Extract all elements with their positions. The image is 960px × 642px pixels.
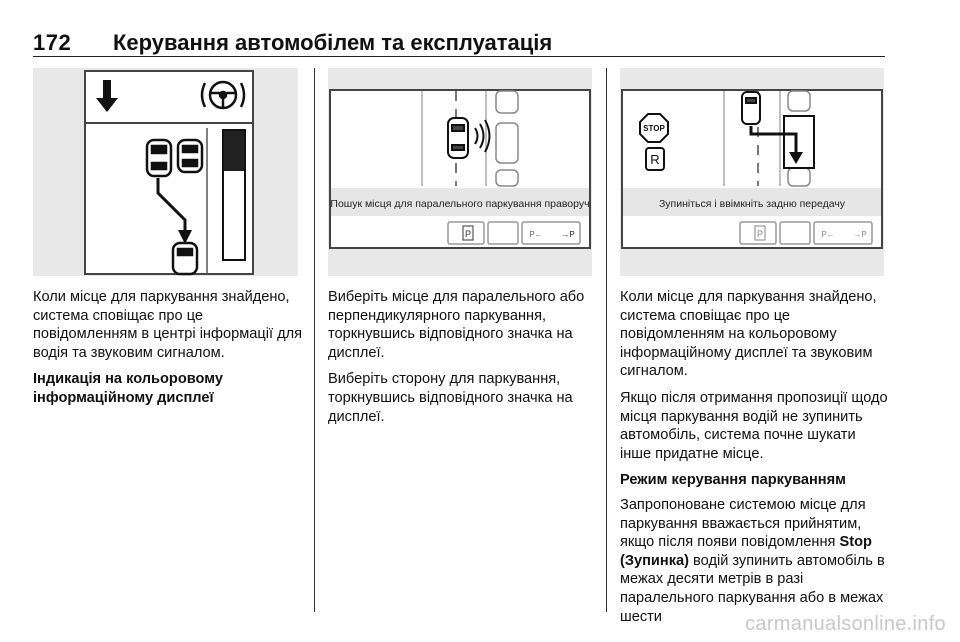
paragraph	[620, 496, 890, 626]
gear-letter: R	[650, 152, 660, 167]
right-side-icon-label: →P	[853, 230, 867, 239]
text-column-2	[328, 288, 596, 434]
target-space	[784, 116, 814, 168]
paragraph: Виберіть місце для паралельного або перпендикулярного паркування, торкнувшись відповідного значка на дисплеї.	[328, 289, 585, 361]
stop-sign-icon	[640, 114, 668, 142]
column-divider-2	[606, 68, 607, 612]
column-divider-1	[314, 68, 315, 612]
own-car-icon	[448, 118, 468, 158]
reverse-gear-icon	[646, 148, 664, 170]
section-heading: Режим керування паркуванням	[620, 472, 846, 489]
left-side-icon-label: P←	[821, 230, 835, 239]
paragraph: Якщо після отримання пропозиції щодо місця паркування водій не зупинить автомобіль, система почне шукати інше придатне місце.	[620, 389, 888, 462]
stop-message-label: Stop (Зупинка)	[620, 534, 872, 569]
figure-color-display-search	[328, 68, 592, 276]
text-column-1	[33, 288, 303, 414]
display-message: Пошук місця для паралельного паркування праворуч	[330, 198, 590, 210]
stop-sign-text: STOP	[643, 124, 665, 133]
section-heading: Індикація на кольоровому інформаційному дисплеї	[33, 371, 223, 406]
right-side-icon-label: →P	[561, 230, 575, 239]
page-title: Керування автомобілем та експлуатація	[113, 30, 553, 55]
perpendicular-icon-label: P	[464, 229, 472, 239]
distance-bar	[223, 130, 245, 260]
paragraph-text: водій зупинить автомобіль в межах десяти метрів в разі паралельного паркування або в межах шести	[620, 552, 885, 625]
paragraph: Виберіть сторону для паркування, торкнувшись відповідного значка на дисплеї.	[328, 371, 573, 425]
figure-color-display-stop	[620, 68, 884, 276]
figure-driver-info-center	[33, 68, 298, 276]
own-car-icon	[742, 92, 760, 124]
page-header	[33, 30, 885, 57]
paragraph: Коли місце для паркування знайдено, система сповіщає про це повідомленням на кольоровому інформаційному дисплеї та звуковим сигналом.	[620, 289, 877, 380]
display-message: Зупиніться і ввімкніть задню передачу	[658, 198, 846, 210]
watermark: carmanualsonline.info	[745, 613, 946, 635]
parked-car-icon	[496, 91, 518, 186]
left-side-icon-label: P←	[529, 230, 543, 239]
perpendicular-icon-label: P	[756, 229, 764, 239]
paragraph-text: Запропоноване системою місце для паркування вважається прийнятим, якщо після появи повідомлення	[620, 496, 866, 551]
page-number: 172	[33, 30, 72, 55]
text-column-3	[620, 288, 890, 634]
paragraph: Коли місце для паркування знайдено, система сповіщає про це повідомленням в центрі інформації для водія та звуковим сигналом.	[33, 289, 303, 361]
own-car-icon	[173, 243, 197, 274]
